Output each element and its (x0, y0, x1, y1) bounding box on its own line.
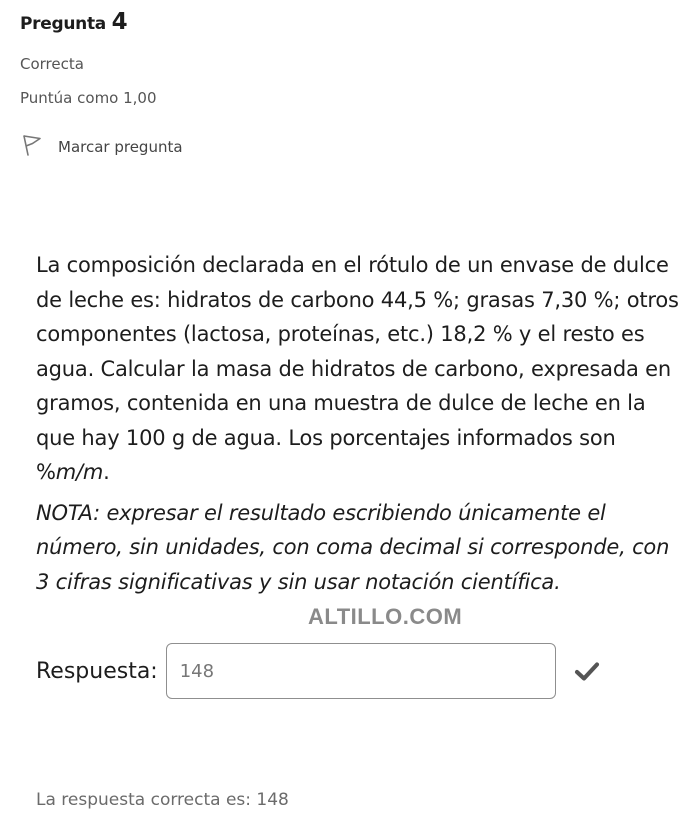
question-grade: Puntúa como 1,00 (20, 89, 157, 107)
question-content (36, 248, 686, 599)
question-title-prefix: Pregunta (20, 14, 106, 34)
question-info (20, 6, 320, 160)
right-answer-feedback: La respuesta correcta es: 148 (36, 790, 289, 810)
check-icon (574, 660, 600, 682)
question-state: Correcta (20, 55, 84, 73)
question-title (20, 6, 320, 38)
question-text (36, 248, 686, 490)
question-text-end: . (103, 460, 110, 484)
answer-input[interactable] (166, 643, 556, 699)
answer-row (36, 643, 600, 699)
question-text-unit: m/m (55, 460, 104, 484)
answer-label: Respuesta: (36, 658, 158, 684)
flag-icon (20, 134, 58, 160)
question-note: NOTA: expresar el resultado escribiendo únicamente el número, sin unidades, con coma decimal si corresponde, con 3 cifras significativas y sin usar notación científica. (36, 500, 670, 594)
question-text-main: La composición declarada en el rótulo de un envase de dulce de leche es: hidratos de carbono 44,5 %; grasas 7,30 %; otros componentes (lactosa, proteínas, etc.) 18,2 % y el resto es agua. Calcular la masa de hidratos de carbono, expresada en gramos, contenida en una muestra de dulce de leche en la que hay 100 g de agua. Los porcentajes informados son % (36, 253, 679, 484)
flag-label: Marcar pregunta (58, 138, 183, 156)
watermark: ALTILLO.COM (308, 604, 463, 629)
question-number: 4 (111, 9, 128, 35)
flag-question-link[interactable] (20, 134, 320, 160)
